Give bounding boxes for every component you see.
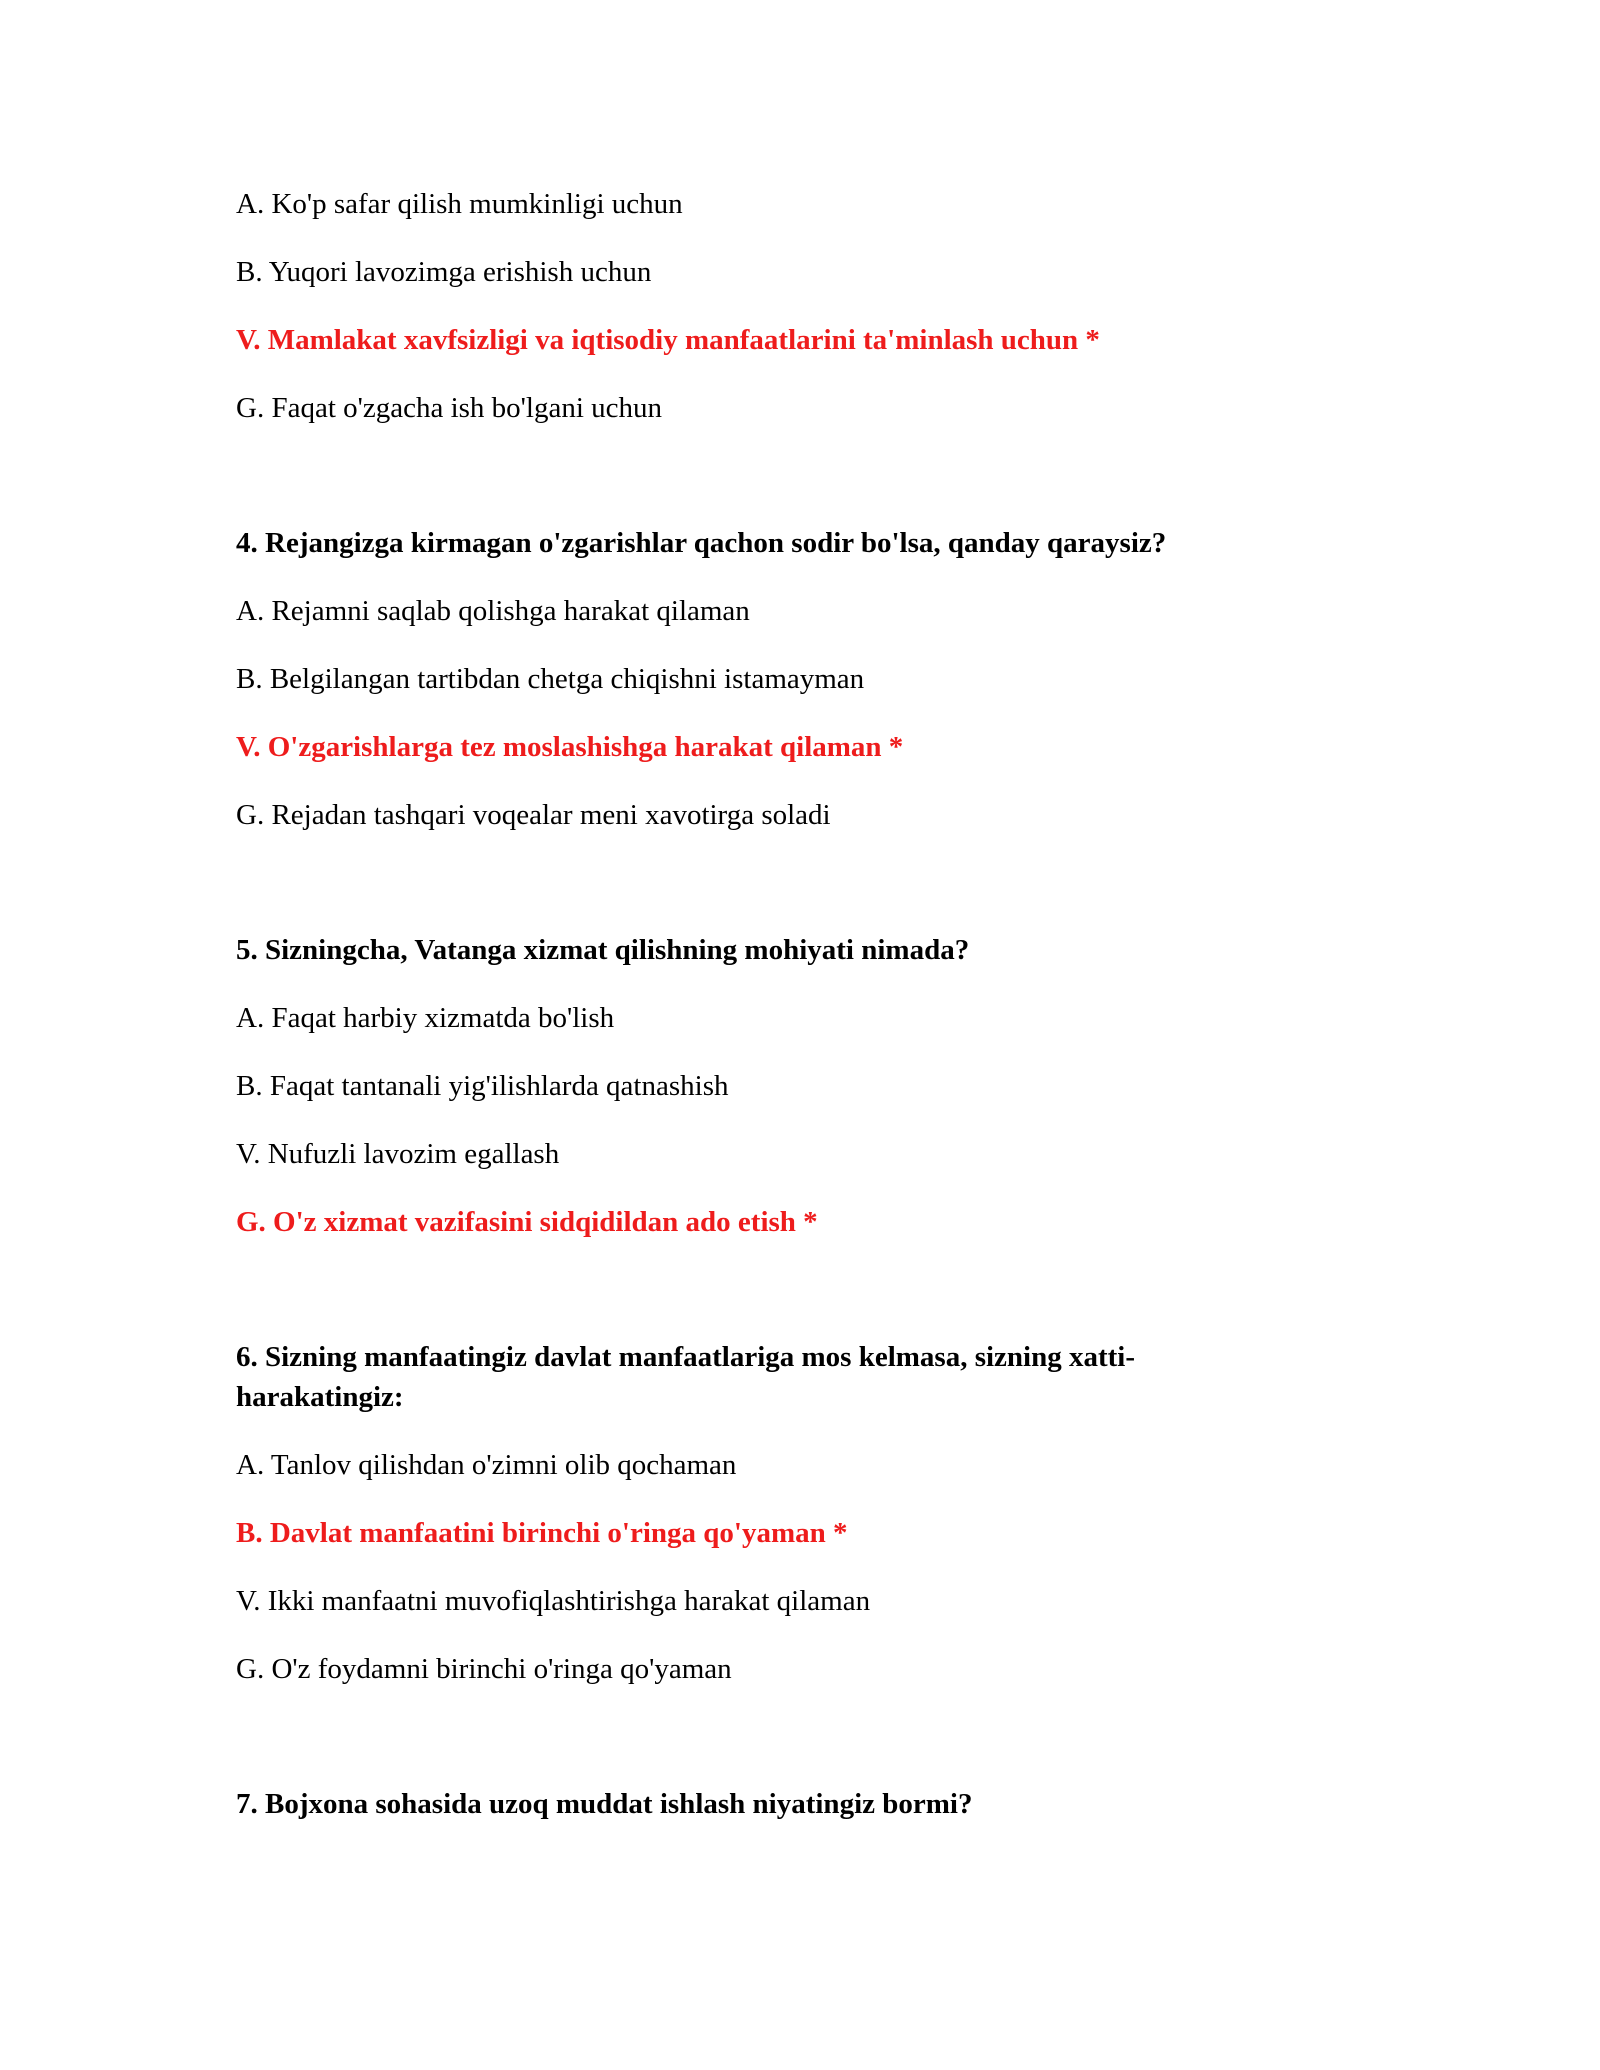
question-6 (236, 1337, 1356, 1689)
option-5b: B. Faqat tantanali yig'ilishlarda qatnashish (236, 1070, 729, 1102)
question-4-title: 4. Rejangizga kirmagan o'zgarishlar qachon sodir bo'lsa, qanday qaraysiz? (236, 527, 1167, 559)
question-6-title-line2: harakatingiz: (236, 1381, 404, 1413)
option-4a: A. Rejamni saqlab qolishga harakat qilaman (236, 595, 750, 627)
option-6g: G. O'z foydamni birinchi o'ringa qo'yaman (236, 1653, 732, 1685)
question-4 (236, 523, 1356, 835)
spacer (236, 1689, 1356, 1784)
option-6v: V. Ikki manfaatni muvofiqlashtirishga harakat qilaman (236, 1585, 871, 1617)
question-7-title: 7. Bojxona sohasida uzoq muddat ishlash niyatingiz bormi? (236, 1788, 973, 1820)
option-3g: G. Faqat o'zgacha ish bo'lgani uchun (236, 392, 663, 424)
option-4g: G. Rejadan tashqari voqealar meni xavotirga soladi (236, 799, 831, 831)
option-3b: B. Yuqori lavozimga erishish uchun (236, 256, 652, 288)
question-5-title: 5. Sizningcha, Vatanga xizmat qilishning mohiyati nimada? (236, 934, 970, 966)
option-5a: A. Faqat harbiy xizmatda bo'lish (236, 1002, 615, 1034)
option-4v-correct: V. O'zgarishlarga tez moslashishga harakat qilaman * (236, 731, 904, 763)
question-6-title-line1: 6. Sizning manfaatingiz davlat manfaatlariga mos kelmasa, sizning xatti- (236, 1341, 1136, 1373)
question-3-options (236, 184, 1356, 428)
spacer (236, 1242, 1356, 1337)
option-3a: A. Ko'p safar qilish mumkinligi uchun (236, 188, 683, 220)
spacer (236, 835, 1356, 930)
question-7 (236, 1784, 1356, 1824)
question-6-title (236, 1337, 1356, 1417)
question-5 (236, 930, 1356, 1242)
option-5v: V. Nufuzli lavozim egallash (236, 1138, 560, 1170)
option-3v-correct: V. Mamlakat xavfsizligi va iqtisodiy manfaatlarini ta'minlash uchun * (236, 324, 1100, 356)
option-6b-correct: B. Davlat manfaatini birinchi o'ringa qo'yaman * (236, 1517, 848, 1549)
document-page (236, 184, 1356, 1852)
option-6a: A. Tanlov qilishdan o'zimni olib qochaman (236, 1449, 737, 1481)
spacer (236, 428, 1356, 523)
option-5g-correct: G. O'z xizmat vazifasini sidqidildan ado etish * (236, 1206, 818, 1238)
option-4b: B. Belgilangan tartibdan chetga chiqishni istamayman (236, 663, 865, 695)
